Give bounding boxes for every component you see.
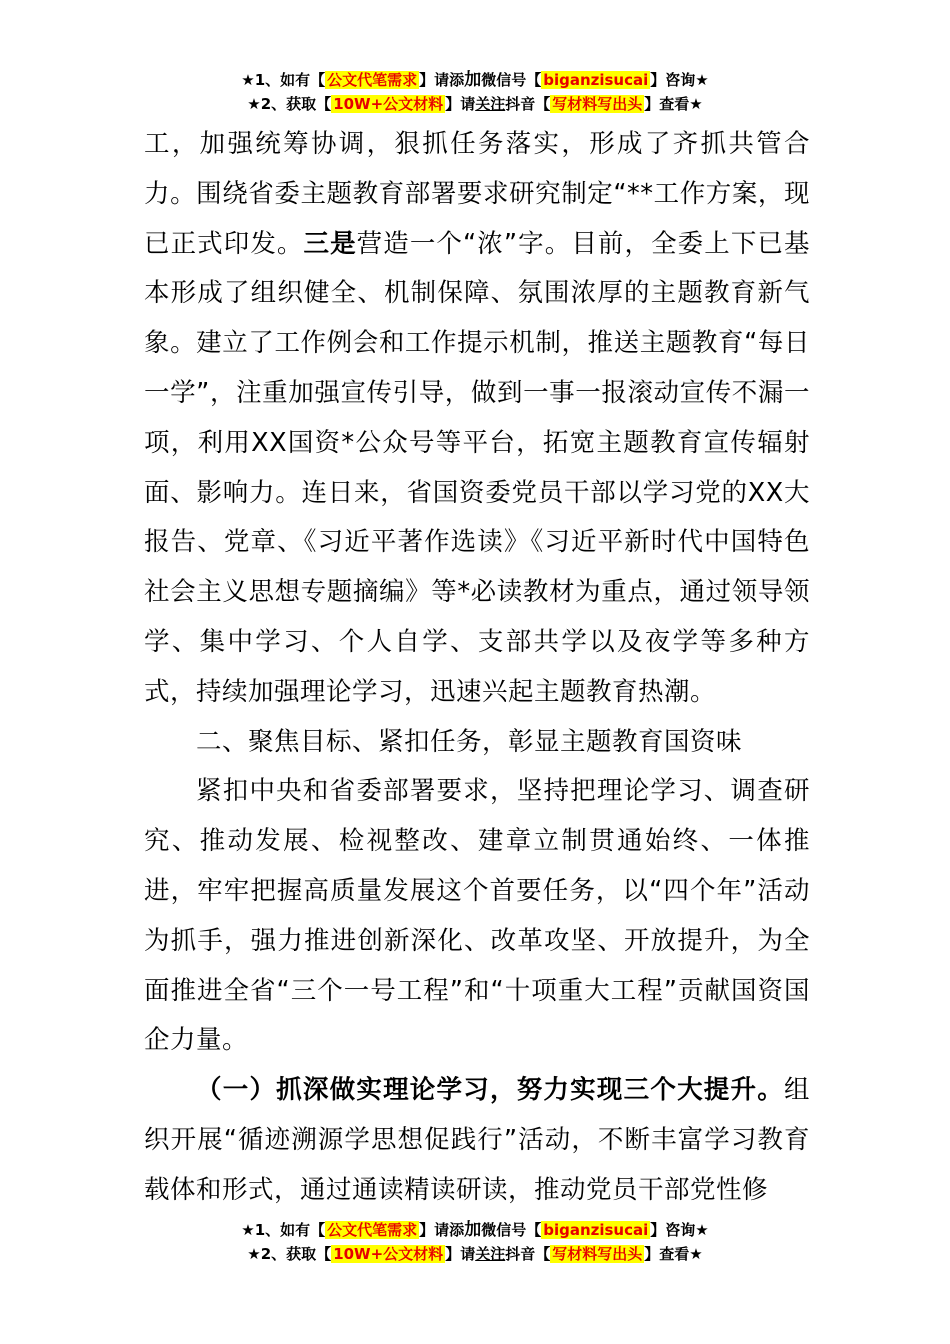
promo-highlight: 10W+公文材料 <box>333 1245 444 1263</box>
promo-text: 抖音【 <box>505 1245 551 1263</box>
promo-text: 】请添 <box>419 1221 465 1239</box>
promo-text: 】查看★ <box>644 1245 703 1263</box>
promo-emphasis: 加 <box>464 1220 482 1240</box>
promo-highlight: 公文代笔需求 <box>327 1221 418 1239</box>
promo-wechat-id: biganzisucai <box>543 71 649 89</box>
promo-text: ★1、如有【 <box>241 1221 326 1239</box>
paragraph-text: 组织开展“循迹溯源学思想促践行”活动，不断丰富学习教育载体和形式，通过通读精读研读，推动党员干部党性修 <box>144 1075 810 1205</box>
paragraph-text: 营造一个“浓”字。目前，全委上下已基本形成了组织健全、机制保障、氛围浓厚的主题教育新气象。建立了工作例会和工作提示机制，推送主题教育“每日一学”，注重加强宣传引导，做到一事一报滚动宣传不漏一项，利用XX国资*公众号等平台，拓宽主题教育宣传辐射面、影响力。连日来，省国资委党员干部以学习党的XX大报告、党章、《习近平著作选读》《习近平新时代中国特色社会主义思想专题摘编》等*必读教材为重点，通过领导领学、集中学习、个人自学、支部共学以及夜学等多种方式，持续加强理论学习，迅速兴起主题教育热潮。 <box>144 228 810 707</box>
promo-underline: 关注 <box>475 95 506 113</box>
bold-lead: 三是 <box>303 228 357 259</box>
promo-highlight: 公文代笔需求 <box>327 71 418 89</box>
document-body <box>144 120 810 1216</box>
section-heading: 二、聚焦目标、紧扣任务，彰显主题教育国资味 <box>196 726 743 757</box>
promo-emphasis: 加 <box>464 70 482 90</box>
promo-text: 微信号【 <box>481 71 542 89</box>
promo-line-1 <box>0 1218 950 1242</box>
promo-line-2 <box>0 92 950 116</box>
promo-text: 】查看★ <box>644 95 703 113</box>
promo-text: 抖音【 <box>505 95 551 113</box>
promo-text: ★2、获取【 <box>247 95 332 113</box>
promo-text: ★2、获取【 <box>247 1245 332 1263</box>
promo-text: 微信号【 <box>481 1221 542 1239</box>
paragraph-4 <box>144 1066 810 1215</box>
promo-underline: 关注 <box>475 1245 506 1263</box>
promo-highlight: 10W+公文材料 <box>333 95 444 113</box>
promo-header <box>0 68 950 116</box>
promo-text: 】请 <box>445 1245 476 1263</box>
paragraph-3: 紧扣中央和省委部署要求，坚持把理论学习、调查研究、推动发展、检视整改、建章立制贯通始终、一体推进，牢牢把握高质量发展这个首要任务，以“四个年”活动为抓手，强力推进创新深化、改革攻坚、开放提升，为全面推进全省“三个一号工程”和“十项重大工程”贡献国资国企力量。 <box>144 776 810 1056</box>
promo-text: 】请 <box>445 95 476 113</box>
paragraph-1 <box>144 120 810 718</box>
subsection-heading: （一）抓深做实理论学习，努力实现三个大提升。 <box>196 1075 784 1106</box>
promo-line-1 <box>0 68 950 92</box>
promo-text: 】请添 <box>419 71 465 89</box>
promo-text: 】咨询★ <box>650 71 709 89</box>
promo-douyin-id: 写材料写出头 <box>552 95 643 113</box>
promo-text: 】咨询★ <box>650 1221 709 1239</box>
promo-text: ★1、如有【 <box>241 71 326 89</box>
promo-line-2 <box>0 1242 950 1266</box>
paragraph-text: 工，加强统筹协调，狠抓任务落实，形成了齐抓共管合力。围绕省委主题教育部署要求研究制定“**工作方案，现已正式印发。 <box>144 129 810 259</box>
promo-douyin-id: 写材料写出头 <box>552 1245 643 1263</box>
promo-footer <box>0 1218 950 1266</box>
promo-wechat-id: biganzisucai <box>543 1221 649 1239</box>
